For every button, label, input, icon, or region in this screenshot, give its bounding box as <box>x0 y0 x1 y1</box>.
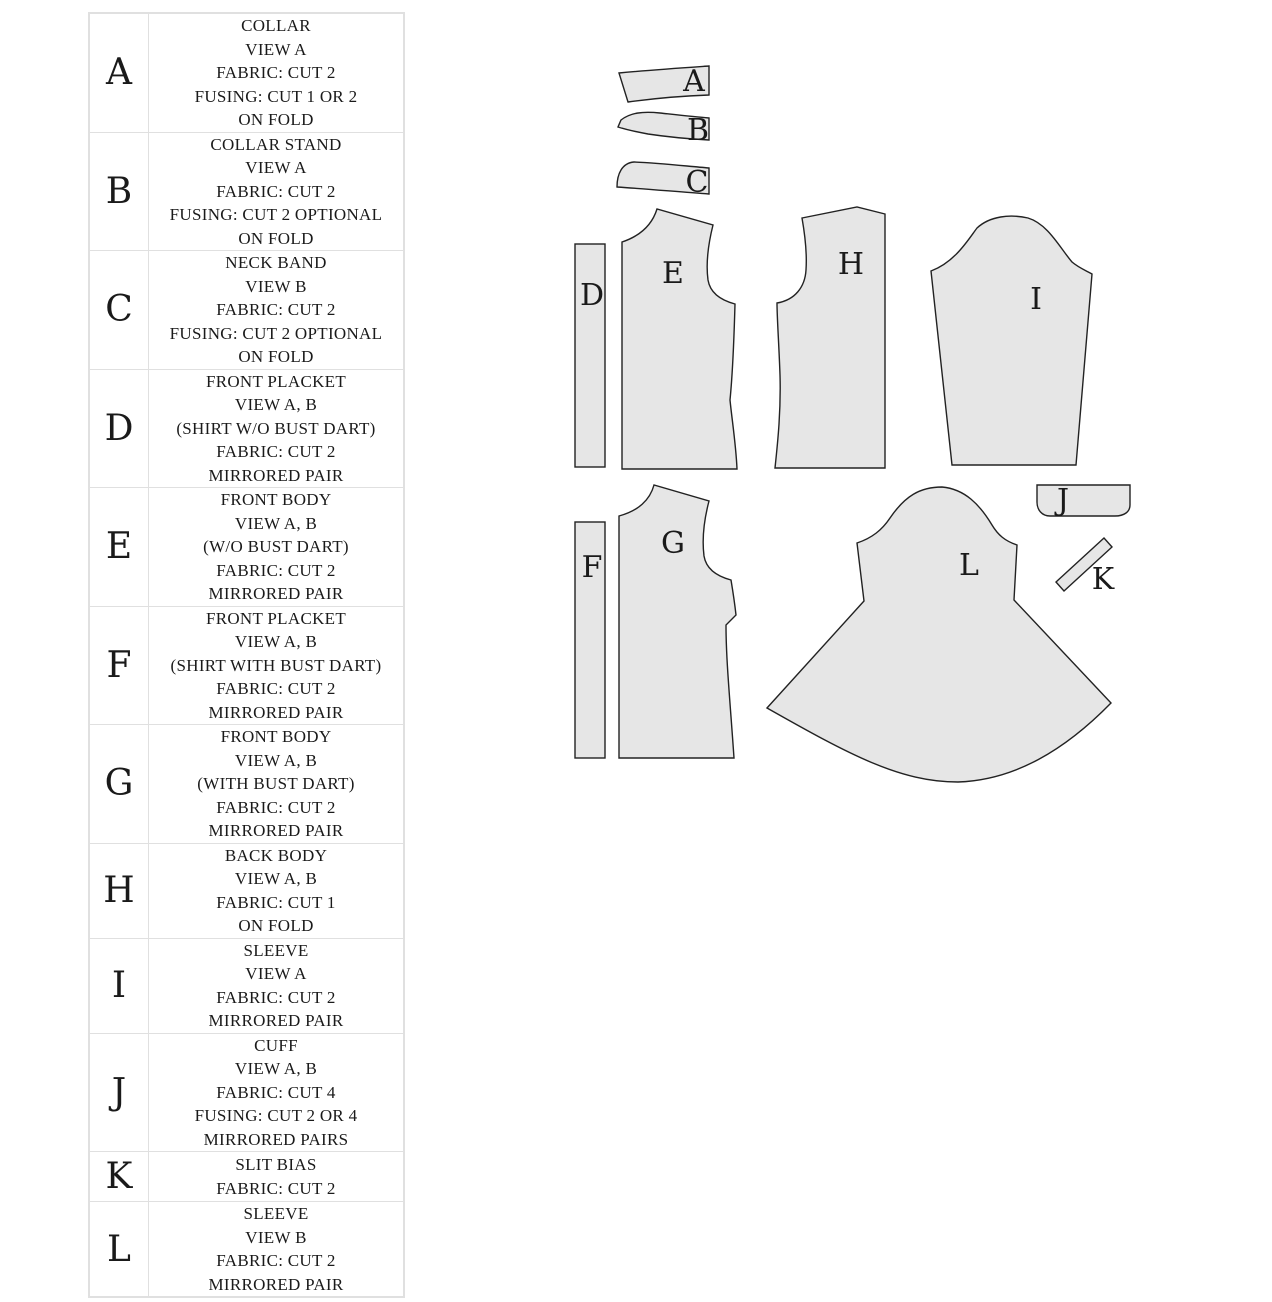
legend-line: SLIT BIAS <box>235 1155 317 1174</box>
legend-line: FABRIC: CUT 1 <box>216 892 336 912</box>
legend-line: VIEW A <box>245 39 307 59</box>
legend-line: ON FOLD <box>238 228 314 248</box>
legend-line: CUFF <box>254 1035 298 1055</box>
piece-l-sleeve-flared <box>767 487 1111 782</box>
legend-letter: A <box>89 13 149 132</box>
legend-line: FABRIC: CUT 2 <box>216 560 336 580</box>
piece-i-sleeve <box>931 216 1092 465</box>
piece-label-h: H <box>837 247 865 282</box>
legend-line: VIEW A, B <box>234 513 318 533</box>
legend-line: VIEW A <box>245 158 307 177</box>
legend-line: (W/O BUST DART) <box>203 537 349 556</box>
legend-line: SLEEVE <box>243 1204 309 1223</box>
legend-line: FRONT BODY <box>220 490 332 509</box>
legend-line: FRONT PLACKET <box>205 608 347 628</box>
legend-line: VIEW A, B <box>234 395 318 414</box>
legend-line: VIEW A, B <box>234 1059 318 1078</box>
legend-line: FABRIC: CUT 2 <box>216 442 336 461</box>
legend-line: MIRRORED PAIR <box>208 821 344 840</box>
legend-line: FUSING: CUT 2 OR 4 <box>194 1106 358 1125</box>
legend-line: VIEW A, B <box>234 632 318 651</box>
piece-label-f: F <box>581 550 603 585</box>
legend-line: FABRIC: CUT 2 <box>216 797 336 817</box>
piece-label-l: L <box>959 548 979 583</box>
legend-letter: L <box>89 1202 149 1298</box>
legend-line: FABRIC: CUT 2 <box>216 679 336 698</box>
legend-line: MIRRORED PAIR <box>208 1011 344 1030</box>
legend-line: MIRRORED PAIR <box>208 702 344 722</box>
legend-line: VIEW A, B <box>234 869 318 888</box>
legend-letter: C <box>89 251 149 370</box>
legend-line: FUSING: CUT 2 OPTIONAL <box>169 323 383 343</box>
legend-line: BACK BODY <box>224 845 328 865</box>
legend-line: FABRIC: CUT 2 <box>216 1251 336 1270</box>
legend-letter: E <box>89 488 149 607</box>
piece-label-e: E <box>662 256 684 291</box>
legend-letter: K <box>89 1152 149 1202</box>
piece-label-c: C <box>685 165 709 200</box>
legend-line: VIEW B <box>245 1227 307 1247</box>
legend-line: FRONT PLACKET <box>205 371 347 391</box>
legend-line: COLLAR <box>241 16 311 35</box>
legend-line: VIEW A, B <box>234 750 318 770</box>
legend-line: ON FOLD <box>238 110 314 129</box>
piece-h-back-body <box>775 207 885 468</box>
legend-line: VIEW A <box>245 964 307 983</box>
legend-line: MIRRORED PAIRS <box>203 1129 349 1149</box>
legend-line: FABRIC: CUT 2 <box>216 63 336 82</box>
legend-line: MIRRORED PAIR <box>208 465 344 485</box>
legend-line: FABRIC: CUT 2 <box>216 987 336 1007</box>
legend-letter: G <box>89 725 149 844</box>
legend-line: FABRIC: CUT 2 <box>216 300 336 319</box>
piece-label-j: J <box>1056 483 1070 518</box>
legend-line: FABRIC: CUT 4 <box>216 1082 336 1102</box>
piece-label-b: B <box>686 113 710 148</box>
legend-letter: I <box>89 938 149 1033</box>
legend-line: MIRRORED PAIR <box>208 584 344 603</box>
legend-line: FUSING: CUT 2 OPTIONAL <box>169 205 383 224</box>
legend-line: SLEEVE <box>243 940 309 960</box>
piece-j-cuff <box>1037 485 1130 516</box>
piece-label-i: I <box>1030 282 1042 317</box>
legend-line: ON FOLD <box>238 347 314 366</box>
legend-line: FABRIC: CUT 2 <box>216 1178 336 1198</box>
legend-letter: J <box>89 1033 149 1152</box>
legend-letter: B <box>89 132 149 251</box>
legend-line: MIRRORED PAIR <box>208 1274 344 1294</box>
legend-line: (SHIRT W/O BUST DART) <box>176 418 376 438</box>
legend-line: NECK BAND <box>225 253 327 272</box>
legend-line: FUSING: CUT 1 OR 2 <box>194 86 358 106</box>
legend-line: FABRIC: CUT 2 <box>216 181 336 201</box>
legend-line: (WITH BUST DART) <box>197 774 355 793</box>
legend-letter: D <box>89 369 149 488</box>
legend-line: VIEW B <box>245 276 307 296</box>
piece-label-k: K <box>1091 562 1115 597</box>
piece-label-a: A <box>683 64 705 99</box>
legend-letter: H <box>89 843 149 938</box>
legend-line: COLLAR STAND <box>210 134 342 154</box>
legend-line: (SHIRT WITH BUST DART) <box>170 655 382 675</box>
legend-line: ON FOLD <box>238 916 314 935</box>
legend-line: FRONT BODY <box>220 727 332 746</box>
piece-label-d: D <box>579 278 605 313</box>
piece-label-g: G <box>661 526 685 561</box>
legend-letter: F <box>89 606 149 725</box>
piece-e-front-body <box>622 209 737 469</box>
